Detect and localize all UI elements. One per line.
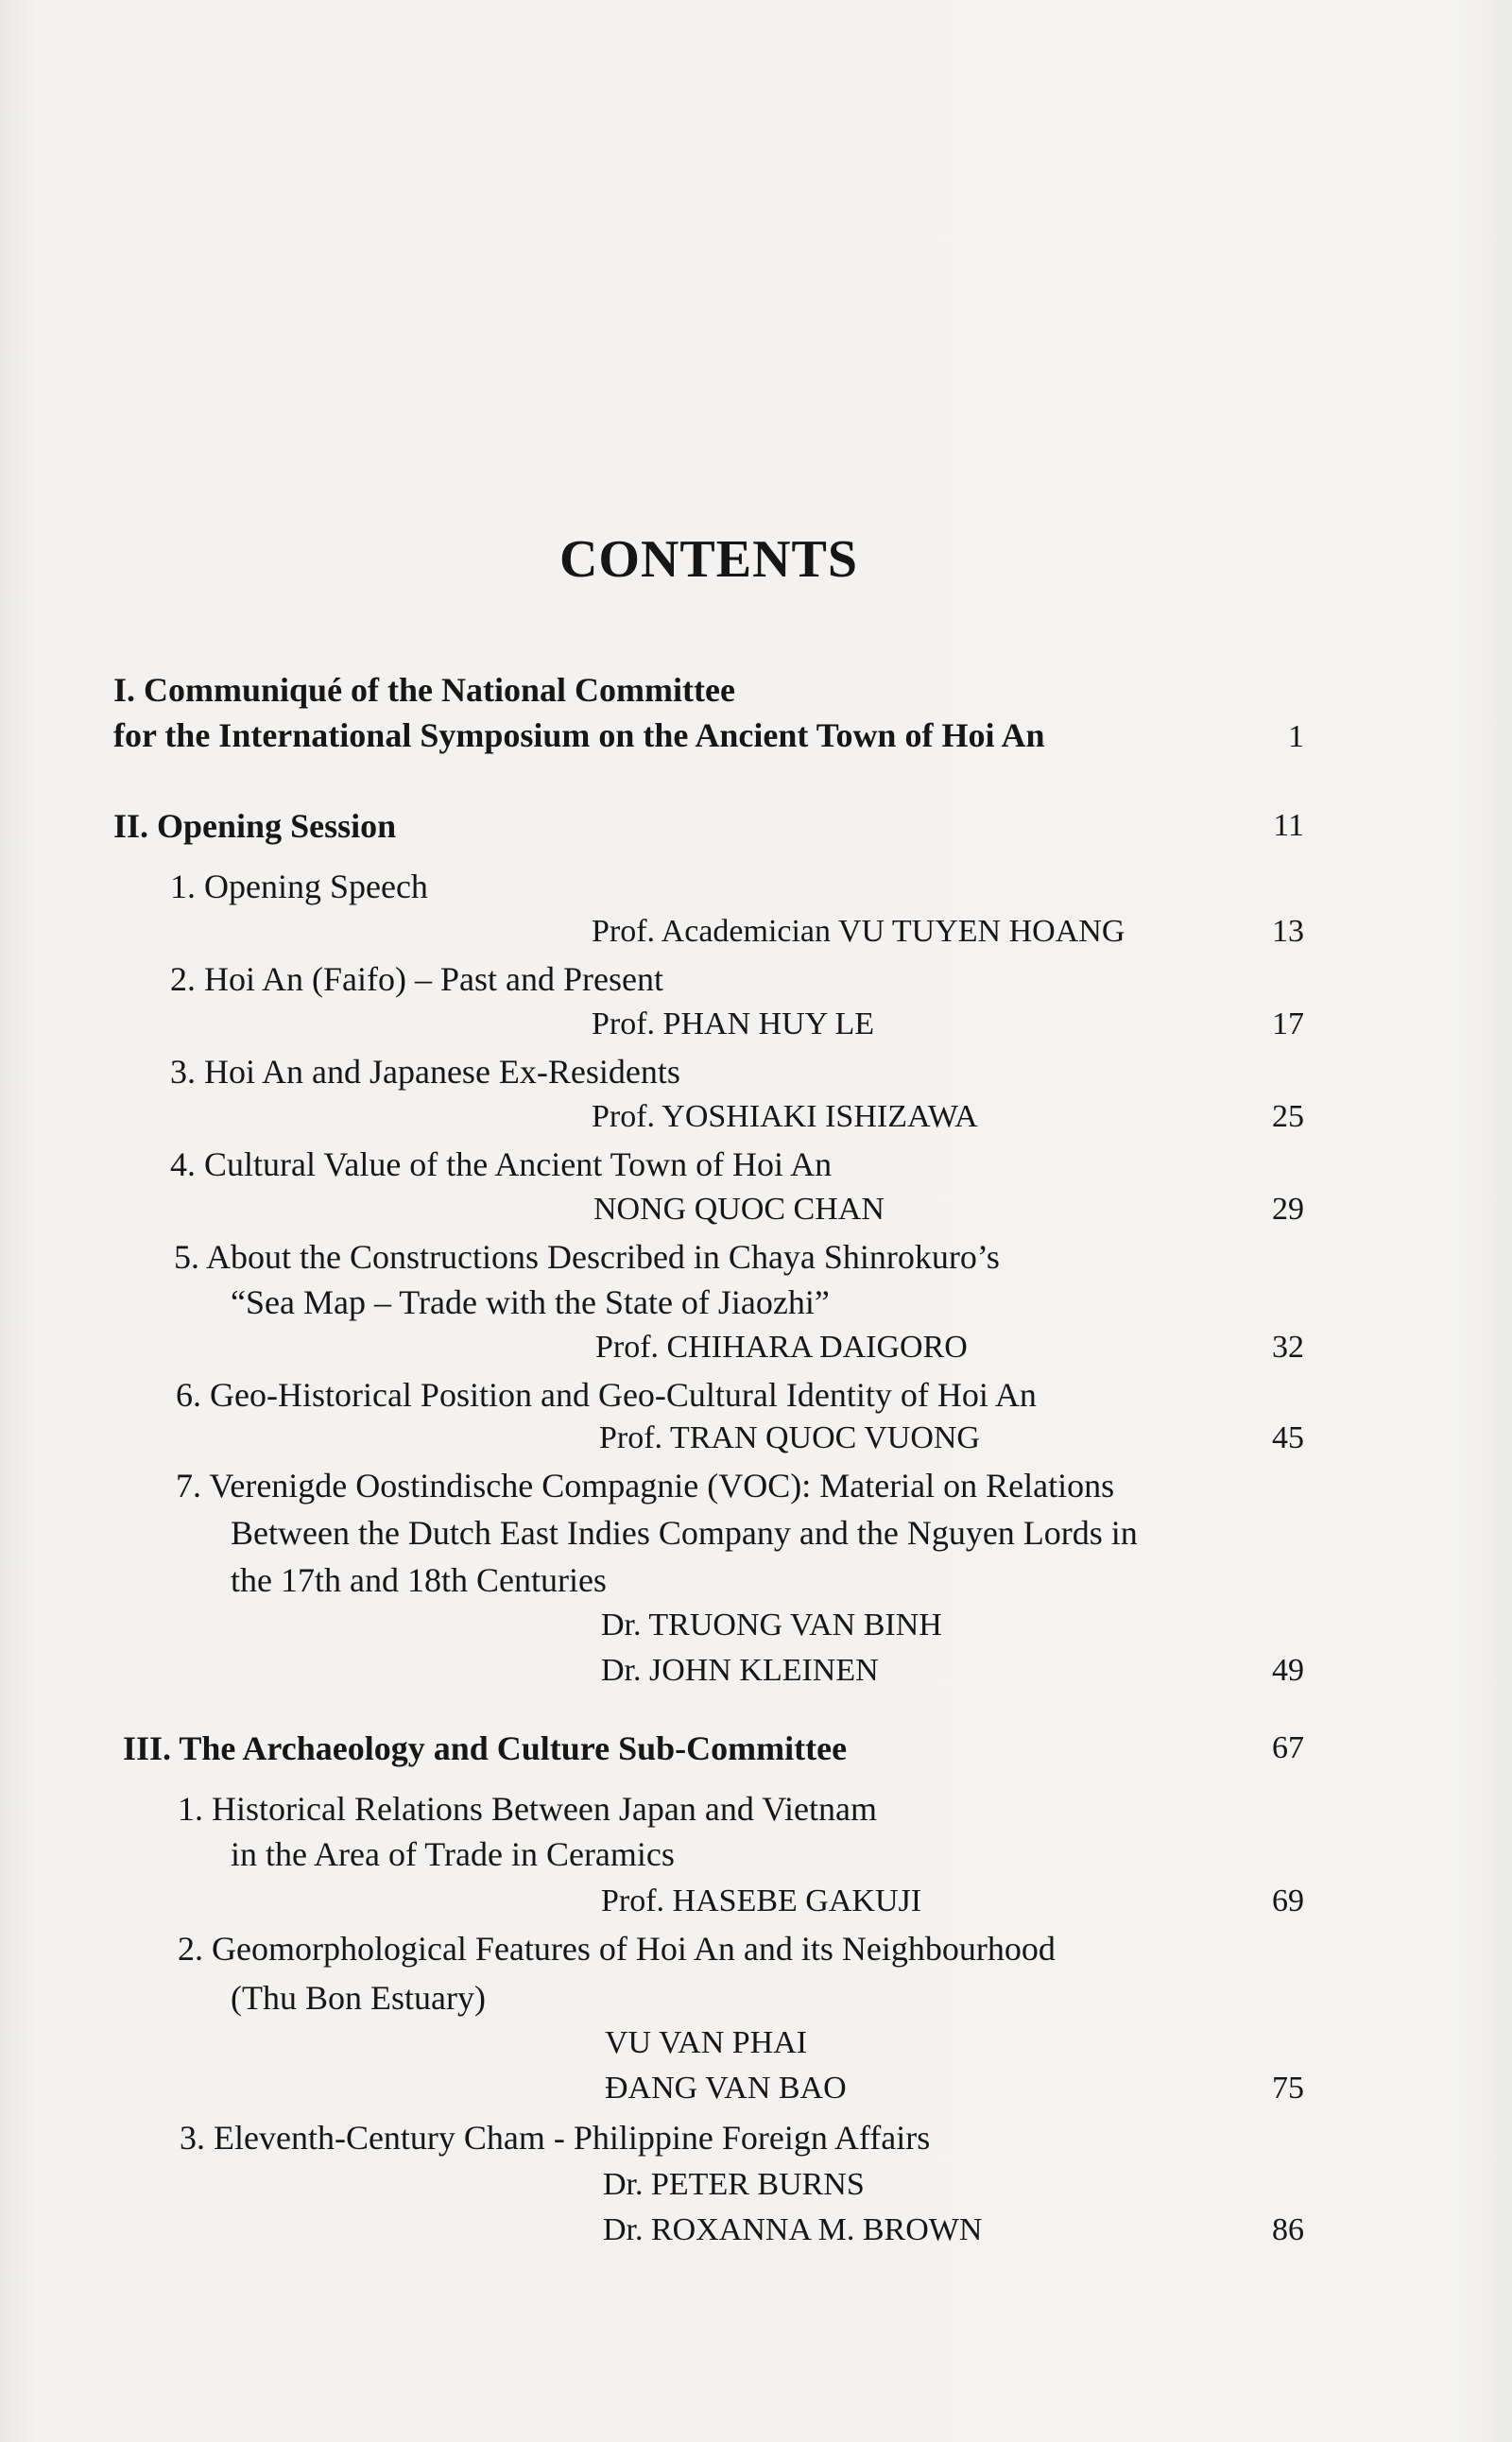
entry-2-7-page: 49 bbox=[1272, 1653, 1304, 1688]
entry-2-7-title-line2: Between the Dutch East Indies Company and the Nguyen Lords in bbox=[231, 1514, 1138, 1552]
entry-2-6-title: 6. Geo-Historical Position and Geo-Cultural Identity of Hoi An bbox=[176, 1376, 1037, 1414]
entry-2-5-page: 32 bbox=[1272, 1330, 1304, 1365]
section-1-page: 1 bbox=[1288, 719, 1304, 754]
entry-3-1-page: 69 bbox=[1272, 1883, 1304, 1918]
entry-2-1-page: 13 bbox=[1272, 914, 1304, 949]
entry-2-3-title: 3. Hoi An and Japanese Ex-Residents bbox=[170, 1053, 680, 1091]
entry-3-2-author-1: VU VAN PHAI bbox=[605, 2025, 808, 2060]
entry-3-2-author-2: ĐANG VAN BAO bbox=[605, 2071, 847, 2106]
entry-2-6-author: Prof. TRAN QUOC VUONG bbox=[599, 1420, 980, 1455]
entry-2-2-page: 17 bbox=[1272, 1006, 1304, 1041]
section-1-title-line1: I. Communiqué of the National Committee bbox=[113, 671, 735, 709]
entry-3-3-author-1: Dr. PETER BURNS bbox=[603, 2167, 865, 2202]
entry-2-2-title: 2. Hoi An (Faifo) – Past and Present bbox=[170, 960, 663, 998]
entry-3-2-page: 75 bbox=[1272, 2071, 1304, 2106]
entry-3-2-title-line1: 2. Geomorphological Features of Hoi An and its Neighbourhood bbox=[178, 1930, 1056, 1968]
entry-2-7-author-1: Dr. TRUONG VAN BINH bbox=[601, 1608, 942, 1642]
entry-2-7-title-line3: the 17th and 18th Centuries bbox=[231, 1561, 607, 1599]
entry-3-2-title-line2: (Thu Bon Estuary) bbox=[231, 1979, 486, 2017]
entry-2-3-author: Prof. YOSHIAKI ISHIZAWA bbox=[592, 1099, 978, 1134]
entry-2-4-page: 29 bbox=[1272, 1192, 1304, 1227]
section-2-title: II. Opening Session bbox=[113, 807, 397, 845]
entry-2-4-author: NONG QUOC CHAN bbox=[593, 1192, 885, 1227]
section-2-page: 11 bbox=[1273, 808, 1304, 843]
entry-3-3-title: 3. Eleventh-Century Cham - Philippine Foreign Affairs bbox=[180, 2119, 931, 2157]
entry-2-1-title: 1. Opening Speech bbox=[170, 868, 428, 905]
entry-2-5-title-line2: “Sea Map – Trade with the State of Jiaozhi” bbox=[231, 1283, 830, 1321]
entry-2-5-author: Prof. CHIHARA DAIGORO bbox=[595, 1330, 968, 1365]
entry-3-1-title-line2: in the Area of Trade in Ceramics bbox=[231, 1835, 675, 1873]
entry-3-3-author-2: Dr. ROXANNA M. BROWN bbox=[603, 2212, 983, 2247]
section-1-title-line2: for the International Symposium on the Ancient Town of Hoi An bbox=[113, 716, 1045, 754]
entry-2-4-title: 4. Cultural Value of the Ancient Town of Hoi An bbox=[170, 1145, 833, 1183]
entry-2-3-page: 25 bbox=[1272, 1099, 1304, 1134]
section-3-page: 67 bbox=[1272, 1730, 1304, 1765]
entry-2-2-author: Prof. PHAN HUY LE bbox=[592, 1006, 875, 1041]
entry-2-6-page: 45 bbox=[1272, 1420, 1304, 1455]
section-3-title: III. The Archaeology and Culture Sub-Committee bbox=[123, 1729, 848, 1767]
page-title: CONTENTS bbox=[558, 530, 859, 589]
entry-3-1-author: Prof. HASEBE GAKUJI bbox=[601, 1883, 922, 1918]
entry-3-1-title-line1: 1. Historical Relations Between Japan and Vietnam bbox=[178, 1790, 877, 1828]
entry-2-7-author-2: Dr. JOHN KLEINEN bbox=[601, 1653, 879, 1688]
entry-2-1-author: Prof. Academician VU TUYEN HOANG bbox=[592, 914, 1125, 949]
entry-3-3-page: 86 bbox=[1272, 2212, 1304, 2247]
entry-2-7-title-line1: 7. Verenigde Oostindische Compagnie (VOC): Material on Relations bbox=[176, 1467, 1115, 1505]
entry-2-5-title-line1: 5. About the Constructions Described in Chaya Shinrokuro’s bbox=[174, 1238, 1000, 1276]
